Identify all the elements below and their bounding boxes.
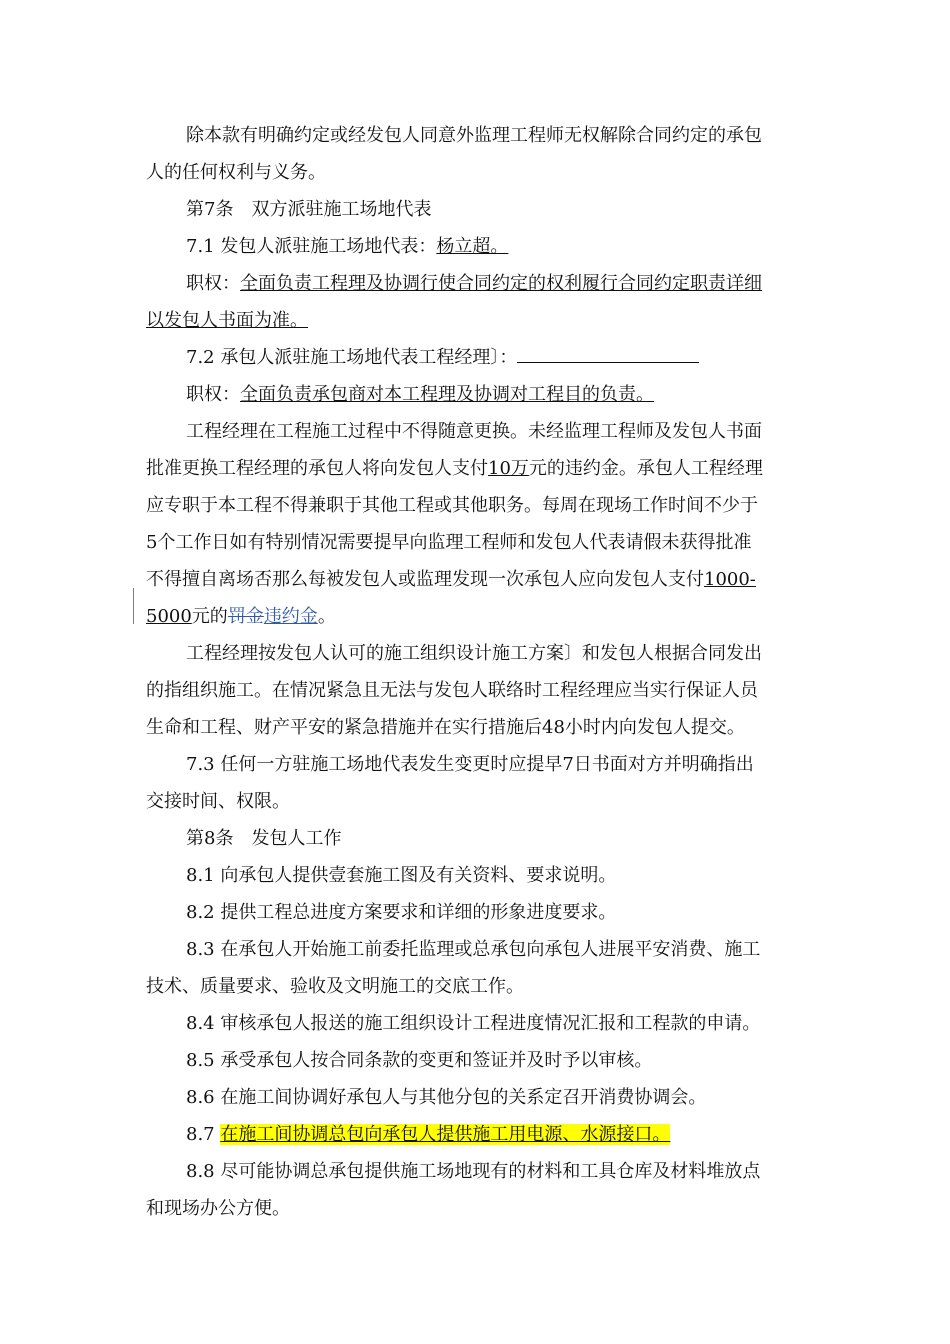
clause-8-8: 8.8 尽可能协调总承包提供施工场地现有的材料和工具仓库及材料堆放点	[186, 1161, 761, 1182]
paragraph-line: 人的任何权利与义务。	[146, 162, 326, 183]
highlighted-text: 在施工间协调总包向承包人提供施工用电源、水源接口。	[220, 1124, 671, 1145]
paragraph-line: 交接时间、权限。	[146, 791, 290, 812]
deleted-revision-text: 罚金	[227, 606, 264, 627]
clause-7-3: 7.3 任何一方驻施工场地代表发生变更时应提早7日书面对方并明确指出	[186, 754, 754, 775]
employer-representative-name: 杨立超。	[436, 236, 509, 257]
paragraph-line: 技术、质量要求、验收及文明施工的交底工作。	[146, 976, 524, 997]
article-8-heading: 第8条 发包人工作	[186, 828, 342, 849]
clause-8-6: 8.6 在施工间协调好承包人与其他分包的关系定召开消费协调会。	[186, 1087, 707, 1108]
clause-7-1: 7.1 发包人派驻施工场地代表：杨立超。	[186, 236, 509, 257]
paragraph-line: 和现场办公方便。	[146, 1198, 290, 1219]
duty-line: 以发包人书面为准。	[146, 310, 308, 331]
article-7-heading: 第7条 双方派驻施工场地代表	[186, 199, 432, 220]
paragraph-line: 5000元的罚金违约金。	[146, 606, 336, 627]
paragraph-line: 5个工作日如有特别情况需要提早向监理工程师和发包人代表请假未获得批准	[146, 532, 752, 553]
paragraph-line: 除本款有明确约定或经发包人同意外监理工程师无权解除合同约定的承包	[186, 125, 762, 146]
duty-line: 职权：全面负责工程理及协调行使合同约定的权利履行合同约定职责详细	[186, 273, 762, 294]
clause-7-2: 7.2 承包人派驻施工场地代表工程经理〕：	[186, 346, 699, 370]
inserted-revision-text: 违约金	[263, 606, 318, 627]
revision-change-bar	[133, 588, 134, 624]
paragraph-line: 生命和工程、财产平安的紧急措施并在实行措施后48小时内向发包人提交。	[146, 717, 745, 738]
blank-fill-line	[517, 346, 699, 363]
paragraph-line: 批准更换工程经理的承包人将向发包人支付10万元的违约金。承包人工程经理	[146, 458, 763, 479]
paragraph-line: 的指组织施工。在情况紧急且无法与发包人联络时工程经理应当实行保证人员	[146, 680, 758, 701]
paragraph-line: 应专职于本工程不得兼职于其他工程或其他职务。每周在现场工作时间不少于	[146, 495, 758, 516]
paragraph-line: 工程经理在工程施工过程中不得随意更换。未经监理工程师及发包人书面	[186, 421, 762, 442]
clause-8-1: 8.1 向承包人提供壹套施工图及有关资料、要求说明。	[186, 865, 617, 886]
clause-8-5: 8.5 承受承包人按合同条款的变更和签证并及时予以审核。	[186, 1050, 653, 1071]
clause-8-7: 8.7 在施工间协调总包向承包人提供施工用电源、水源接口。	[186, 1124, 671, 1145]
paragraph-line: 不得擅自离场否那么每被发包人或监理发现一次承包人应向发包人支付1000-	[146, 569, 756, 590]
paragraph-line: 工程经理按发包人认可的施工组织设计施工方案〕和发包人根据合同发出	[186, 643, 762, 664]
duty-line: 职权：全面负责承包商对本工程理及协调对工程目的负责。	[186, 384, 654, 405]
clause-8-3: 8.3 在承包人开始施工前委托监理或总承包向承包人进展平安消费、施工	[186, 939, 761, 960]
clause-8-4: 8.4 审核承包人报送的施工组织设计工程进度情况汇报和工程款的申请。	[186, 1013, 761, 1034]
clause-8-2: 8.2 提供工程总进度方案要求和详细的形象进度要求。	[186, 902, 617, 923]
